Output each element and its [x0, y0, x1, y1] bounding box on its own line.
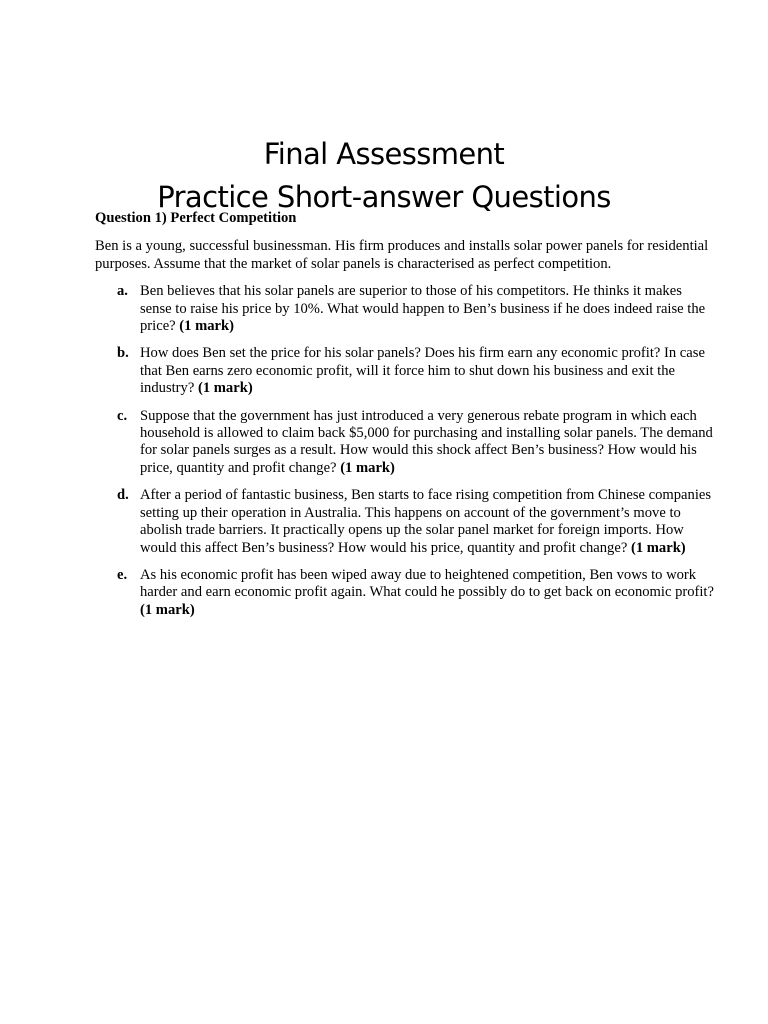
item-letter: c. — [117, 407, 128, 424]
item-mark: (1 mark) — [340, 459, 395, 476]
title-line-1: Final Assessment — [263, 137, 505, 171]
question-item-d — [95, 487, 715, 557]
question-items-list — [95, 283, 715, 619]
item-mark: (1 mark) — [630, 539, 686, 556]
question-intro: Ben is a young, successful businessman. His firm produces and installs solar power panels for residential purposes. Assume that the market of solar panels is characterised as perfect competition. — [95, 238, 709, 272]
item-mark: (1 mark) — [140, 601, 195, 618]
title-line-2: Practice Short-answer Questions — [157, 180, 611, 214]
item-text: After a period of fantastic business, Ben starts to face rising competition from Chinese companies setting up their operation in Australia. This happens on account of the government’s move to abolish trade barriers. It practically opens up the solar panel market for foreign imports. How would this affect Ben’s business? How would his price, quantity and profit change? — [140, 487, 712, 556]
question-item-e — [95, 567, 715, 619]
document-title — [0, 133, 768, 219]
item-mark: (1 mark) — [179, 318, 235, 335]
item-letter: d. — [117, 487, 129, 504]
item-mark: (1 mark) — [197, 380, 253, 397]
question-item-a — [95, 283, 715, 335]
question-heading: Question 1) Perfect Competition — [95, 210, 297, 226]
item-text: How does Ben set the price for his solar panels? Does his firm earn any economic profit? In case that Ben earns zero economic profit, will it force him to shut down his business and exit the industry? — [140, 345, 705, 397]
document-body — [95, 210, 715, 629]
item-text: Suppose that the government has just introduced a very generous rebate program in which each household is allowed to claim back $5,000 for purchasing and installing solar panels. The demand for solar panels surges as a result. How would this shock affect Ben’s business? How would his price, quantity and profit change? — [140, 407, 713, 476]
item-letter: b. — [117, 345, 129, 362]
item-letter: e. — [117, 566, 128, 583]
item-text: Ben believes that his solar panels are superior to those of his competitors. He thinks it makes sense to raise his price by 10%. What would happen to Ben’s business if he does indeed raise the price? — [140, 283, 706, 335]
item-text: As his economic profit has been wiped away due to heightened competition, Ben vows to work harder and earn economic profit again. What could he possibly do to get back on economic profit? — [140, 566, 714, 601]
question-item-b — [95, 345, 715, 397]
question-item-c — [95, 408, 715, 478]
item-letter: a. — [117, 283, 128, 300]
